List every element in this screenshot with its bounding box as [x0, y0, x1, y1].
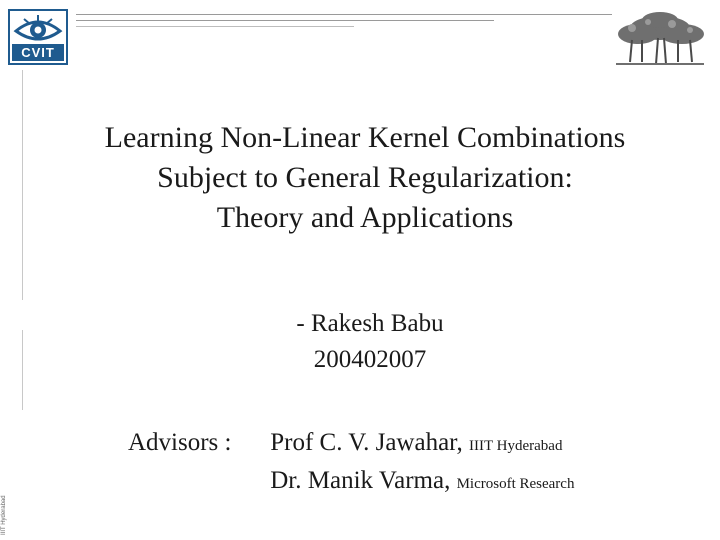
advisor-row [128, 462, 574, 500]
advisor-name: Dr. Manik Varma, [270, 467, 451, 494]
side-rule [22, 330, 23, 410]
author-block [260, 306, 480, 378]
header-rule [76, 20, 494, 21]
title-line: Subject to General Regularization: [157, 161, 573, 194]
slide-title [30, 118, 700, 238]
advisor-row [128, 424, 574, 462]
side-footer: IIIT Hyderabad [1, 495, 7, 535]
title-line: Learning Non-Linear Kernel Combinations [104, 121, 626, 154]
side-rule [22, 70, 23, 300]
advisors-label: Advisors : [128, 429, 232, 456]
author-roll: 200402007 [313, 346, 427, 373]
advisor-affiliation: IIIT Hyderabad [469, 438, 563, 454]
author-name: - Rakesh Babu [296, 310, 444, 337]
header-rule [76, 14, 612, 15]
title-line: Theory and Applications [216, 201, 514, 234]
logo-text: CVIT [12, 44, 64, 61]
cvit-logo [8, 9, 68, 65]
advisor-affiliation: Microsoft Research [456, 476, 575, 492]
advisor-name: Prof C. V. Jawahar, [270, 429, 463, 456]
eye-icon [10, 11, 66, 47]
banyan-tree-icon [612, 10, 708, 68]
header-rule [76, 26, 354, 27]
advisors-block [128, 424, 574, 500]
